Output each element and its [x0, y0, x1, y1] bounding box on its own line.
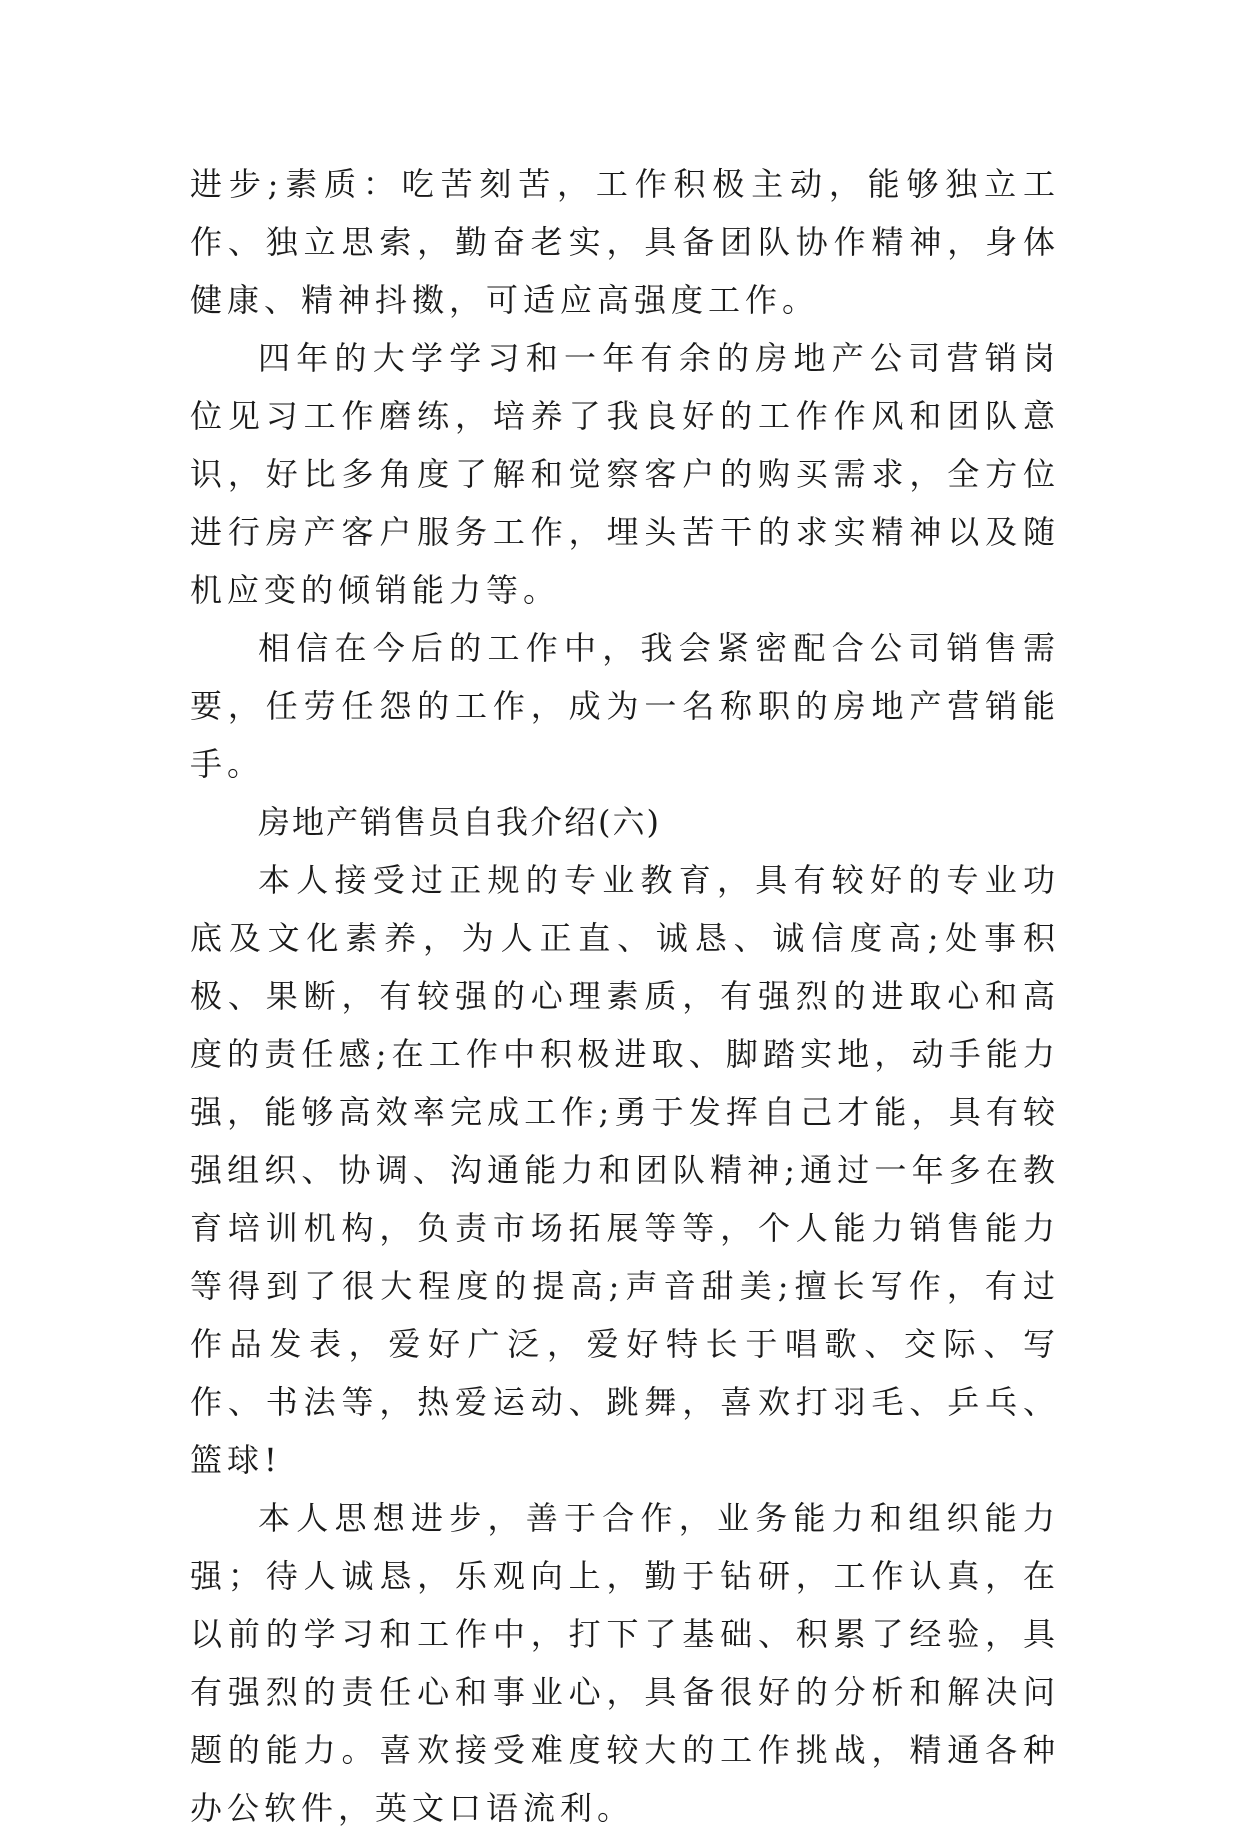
paragraph-3: 相信在今后的工作中，我会紧密配合公司销售需要，任劳任怨的工作，成为一名称职的房地产营销能手。	[190, 629, 1060, 783]
paragraph-2: 四年的大学学习和一年有余的房地产公司营销岗位见习工作磨练，培养了我良好的工作作风和团队意识，好比多角度了解和觉察客户的购买需求，全方位进行房产客户服务工作，埋头苦干的求实精神以及随机应变的倾销能力等。	[190, 339, 1060, 609]
section-heading: 房地产销售员自我介绍(六)	[258, 803, 661, 841]
paragraph-4: 本人接受过正规的专业教育，具有较好的专业功底及文化素养，为人正直、诚恳、诚信度高;处事积极、果断，有较强的心理素质，有强烈的进取心和高度的责任感;在工作中积极进取、脚踏实地，动手能力强，能够高效率完成工作;勇于发挥自己才能，具有较强组织、协调、沟通能力和团队精神;通过一年多在教育培训机构，负责市场拓展等等，个人能力销售能力等得到了很大程度的提高;声音甜美;擅长写作，有过作品发表，爱好广泛，爱好特长于唱歌、交际、写作、书法等，热爱运动、跳舞，喜欢打羽毛、乒乓、篮球!	[190, 861, 1060, 1479]
document-body	[190, 155, 1060, 1837]
paragraph-5: 本人思想进步，善于合作，业务能力和组织能力强；待人诚恳，乐观向上，勤于钻研，工作认真，在以前的学习和工作中，打下了基础、积累了经验，具有强烈的责任心和事业心，具备很好的分析和解决问题的能力。喜欢接受难度较大的工作挑战，精通各种办公软件，英文口语流利。	[190, 1499, 1060, 1827]
paragraph-1: 进步;素质：吃苦刻苦，工作积极主动，能够独立工作、独立思索，勤奋老实，具备团队协作精神，身体健康、精神抖擞，可适应高强度工作。	[190, 165, 1060, 319]
